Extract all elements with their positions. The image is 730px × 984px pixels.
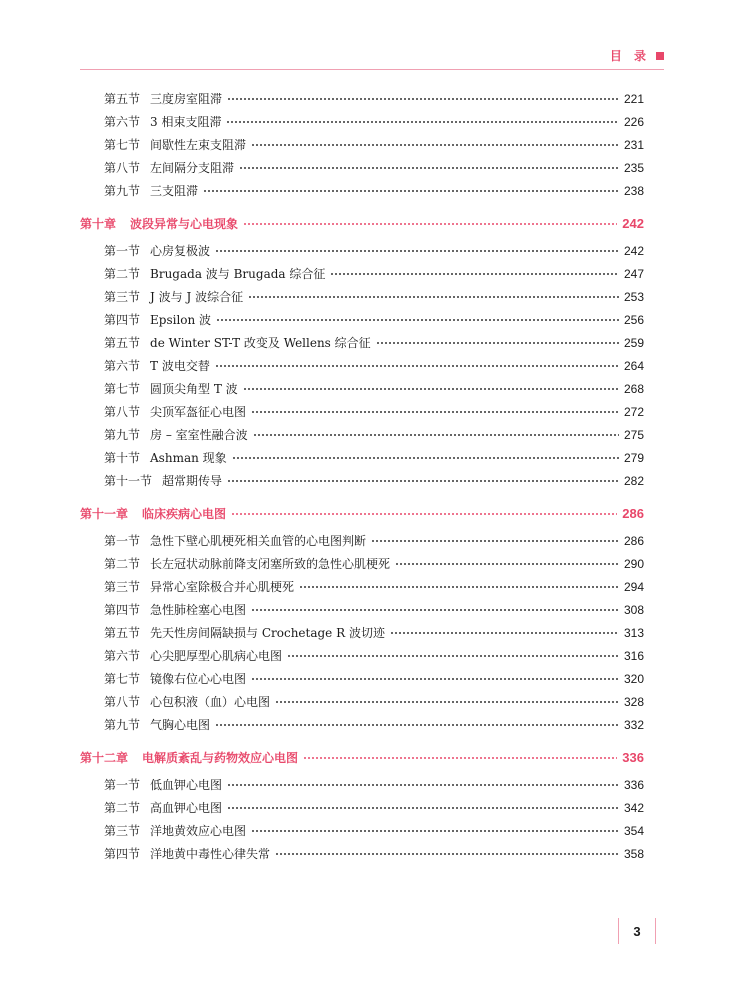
entry-number: 第二节 [104,267,141,281]
header-square-marker [656,52,664,60]
entry-number: 第四节 [104,603,141,617]
entry-title: 临床疾病心电图 [142,507,227,521]
entry-page-number: 221 [623,92,644,106]
page-footer [618,918,656,944]
entry-title: 电解质紊乱与药物效应心电图 [142,751,299,765]
toc-section-entry[interactable] [104,554,644,574]
dot-leader [215,364,619,368]
toc-section-entry[interactable] [104,669,644,689]
entry-page-number: 286 [623,534,644,548]
entry-number: 第八节 [104,161,141,175]
dot-leader [243,222,617,226]
entry-page-number: 253 [623,290,644,304]
entry-number: 第四节 [104,847,141,861]
entry-number: 第五节 [104,336,141,350]
entry-page-number: 336 [623,778,644,792]
entry-number: 第十一节 [104,474,153,488]
entry-title: Ashman 现象 [150,451,227,465]
dot-leader [253,433,619,437]
dot-leader [251,829,619,833]
entry-title: 圆顶尖角型 T 波 [150,382,238,396]
dot-leader [203,189,619,193]
entry-page-number: 268 [623,382,644,396]
entry-title: 先天性房间隔缺损与 Crochetage R 波切迹 [150,626,385,640]
entry-title: 尖顶军盔征心电图 [150,405,247,419]
entry-title: 心房复极波 [150,244,211,258]
dot-leader [275,700,619,704]
dot-leader [251,410,619,414]
entry-page-number: 264 [623,359,644,373]
entry-page-number: 342 [623,801,644,815]
dot-leader [227,97,619,101]
entry-page-number: 286 [622,506,644,521]
dot-leader [227,806,619,810]
entry-number: 第八节 [104,695,141,709]
dot-leader [299,585,619,589]
entry-number: 第六节 [104,115,141,129]
toc-section-entry[interactable] [104,692,644,712]
dot-leader [243,387,619,391]
entry-title: 洋地黄中毒性心律失常 [150,847,271,861]
entry-title: Brugada 波与 Brugada 综合征 [150,267,326,281]
page-header [610,47,664,64]
entry-title: 波段异常与心电现象 [130,217,239,231]
toc-section-entry[interactable] [104,379,644,399]
entry-number: 第三节 [104,580,141,594]
entry-page-number: 242 [623,244,644,258]
entry-title: 急性下壁心肌梗死相关血管的心电图判断 [150,534,367,548]
toc-section-entry[interactable] [104,715,644,735]
toc-section-entry[interactable] [104,471,644,491]
dot-leader [376,341,619,345]
entry-number: 第三节 [104,824,141,838]
toc-section-entry[interactable] [104,775,644,795]
toc-section-entry[interactable] [104,333,644,353]
entry-page-number: 354 [623,824,644,838]
entry-title: T 波电交替 [150,359,210,373]
page-number: 3 [633,923,641,939]
toc-section-entry[interactable] [104,287,644,307]
entry-number: 第一节 [104,778,141,792]
toc-section-entry[interactable] [104,646,644,666]
dot-leader [216,318,619,322]
toc-section-entry[interactable] [104,135,644,155]
entry-title: 左间隔分支阻滞 [150,161,235,175]
dot-leader [251,677,619,681]
entry-title: 高血钾心电图 [150,801,223,815]
dot-leader [287,654,619,658]
entry-page-number: 235 [623,161,644,175]
entry-number: 第四节 [104,313,141,327]
entry-number: 第六节 [104,649,141,663]
dot-leader [390,631,619,635]
toc-section-entry[interactable] [104,531,644,551]
entry-number: 第七节 [104,138,141,152]
toc-section-entry[interactable] [104,158,644,178]
dot-leader [231,512,617,516]
entry-number: 第一节 [104,244,141,258]
entry-page-number: 308 [623,603,644,617]
entry-title: 心尖肥厚型心肌病心电图 [150,649,283,663]
entry-title: 间歇性左束支阻滞 [150,138,247,152]
toc-section-entry[interactable] [104,89,644,109]
toc-section-entry[interactable] [104,448,644,468]
entry-page-number: 231 [623,138,644,152]
entry-number: 第三节 [104,290,141,304]
entry-number: 第五节 [104,626,141,640]
entry-page-number: 328 [623,695,644,709]
header-divider [80,69,664,70]
entry-page-number: 316 [623,649,644,663]
entry-title: de Winter ST-T 改变及 Wellens 综合征 [150,336,371,350]
header-title: 目 录 [609,49,650,63]
toc-chapter-entry[interactable] [80,504,644,524]
entry-page-number: 279 [623,451,644,465]
dot-leader [330,272,619,276]
entry-page-number: 320 [623,672,644,686]
entry-page-number: 226 [623,115,644,129]
entry-number: 第六节 [104,359,141,373]
entry-number: 第九节 [104,184,141,198]
entry-number: 第九节 [104,718,141,732]
entry-title: 低血钾心电图 [150,778,223,792]
dot-leader [215,249,619,253]
entry-page-number: 290 [623,557,644,571]
dot-leader [232,456,619,460]
entry-title: 三支阻滞 [150,184,199,198]
entry-title: 超常期传导 [162,474,223,488]
toc-section-entry[interactable] [104,181,644,201]
toc-section-entry[interactable] [104,264,644,284]
toc-section-entry[interactable] [104,425,644,445]
toc-section-entry[interactable] [104,798,644,818]
entry-title: 急性肺栓塞心电图 [150,603,247,617]
entry-page-number: 238 [623,184,644,198]
entry-page-number: 336 [622,750,644,765]
entry-title: 房 – 室室性融合波 [150,428,248,442]
entry-number: 第十二章 [80,751,129,765]
entry-number: 第十节 [104,451,141,465]
toc-section-entry[interactable] [104,356,644,376]
dot-leader [303,756,617,760]
toc-section-entry[interactable] [104,600,644,620]
entry-page-number: 256 [623,313,644,327]
entry-title: 三度房室阻滞 [150,92,223,106]
entry-number: 第十章 [80,217,117,231]
toc-section-entry[interactable] [104,402,644,422]
entry-title: 长左冠状动脉前降支闭塞所致的急性心肌梗死 [150,557,391,571]
toc-section-entry[interactable] [104,310,644,330]
entry-page-number: 313 [623,626,644,640]
entry-title: 镜像右位心心电图 [150,672,247,686]
entry-number: 第一节 [104,534,141,548]
dot-leader [251,143,619,147]
dot-leader [371,539,619,543]
entry-number: 第八节 [104,405,141,419]
entry-title: 心包积液（血）心电图 [150,695,271,709]
entry-page-number: 294 [623,580,644,594]
dot-leader [251,608,619,612]
entry-number: 第七节 [104,672,141,686]
dot-leader [215,723,619,727]
toc-section-entry[interactable] [104,241,644,261]
toc-section-entry[interactable] [104,623,644,643]
dot-leader [248,295,619,299]
toc-chapter-entry[interactable] [80,748,644,768]
toc-section-entry[interactable] [104,112,644,132]
dot-leader [239,166,619,170]
entry-number: 第二节 [104,557,141,571]
toc-chapter-entry[interactable] [80,214,644,234]
toc-section-entry[interactable] [104,821,644,841]
entry-number: 第五节 [104,92,141,106]
entry-page-number: 332 [623,718,644,732]
toc-section-entry[interactable] [104,844,644,864]
entry-page-number: 282 [623,474,644,488]
entry-title: J 波与 J 波综合征 [150,290,244,304]
dot-leader [395,562,619,566]
entry-title: 异常心室除极合并心肌梗死 [150,580,295,594]
entry-page-number: 275 [623,428,644,442]
toc-section-entry[interactable] [104,577,644,597]
entry-title: 气胸心电图 [150,718,211,732]
entry-number: 第十一章 [80,507,129,521]
entry-title: 洋地黄效应心电图 [150,824,247,838]
entry-page-number: 247 [623,267,644,281]
dot-leader [226,120,619,124]
entry-number: 第二节 [104,801,141,815]
entry-title: Epsilon 波 [150,313,212,327]
dot-leader [275,852,619,856]
dot-leader [227,783,619,787]
entry-page-number: 358 [623,847,644,861]
entry-page-number: 272 [623,405,644,419]
entry-number: 第七节 [104,382,141,396]
entry-number: 第九节 [104,428,141,442]
dot-leader [227,479,619,483]
entry-title: 3 相束支阻滞 [150,115,222,129]
entry-page-number: 242 [622,216,644,231]
entry-page-number: 259 [623,336,644,350]
